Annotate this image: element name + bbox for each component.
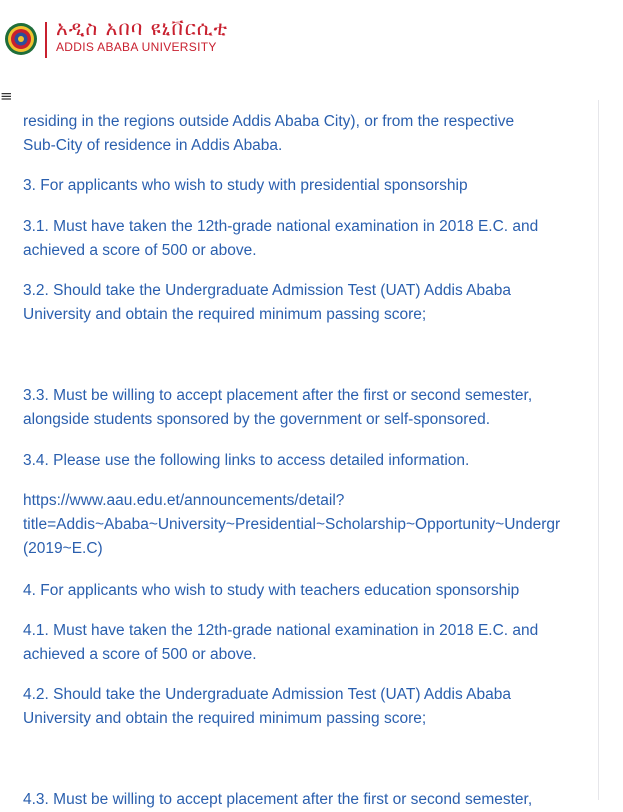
logo-divider xyxy=(45,22,47,58)
text-line: 3. For applicants who wish to study with presidential sponsorship xyxy=(23,177,468,194)
item-4-1 xyxy=(23,619,538,667)
text-line: 3.1. Must have taken the 12th-grade national examination in 2018 E.C. and xyxy=(23,218,539,235)
text-line: 4.3. Must be willing to accept placement after the first or second semester, xyxy=(23,791,533,808)
text-line: alongside students sponsored by the government or self-sponsored. xyxy=(23,411,491,428)
text-line: 4.1. Must have taken the 12th-grade national examination in 2018 E.C. and xyxy=(23,622,539,639)
item-3-3 xyxy=(23,384,532,432)
text-line: residing in the regions outside Addis Ababa City), or from the respective xyxy=(23,113,515,130)
text-line: 3.4. Please use the following links to access detailed information. xyxy=(23,452,470,469)
paragraph-residence xyxy=(23,110,514,158)
text-line: 3.2. Should take the Undergraduate Admission Test (UAT) Addis Ababa xyxy=(23,282,511,299)
item-4-3 xyxy=(23,788,532,812)
link-text-line[interactable]: title=Addis~Ababa~University~Presidential~Scholarship~Opportunity~Undergr xyxy=(23,516,561,533)
item-4-2 xyxy=(23,683,511,731)
heading-presidential-sponsorship xyxy=(23,174,468,198)
content-border xyxy=(598,100,599,800)
item-3-4 xyxy=(23,449,469,473)
scholarship-link[interactable] xyxy=(23,489,560,561)
university-seal-icon[interactable] xyxy=(4,22,38,56)
text-line: 4. For applicants who wish to study with teachers education sponsorship xyxy=(23,582,520,599)
text-line: achieved a score of 500 or above. xyxy=(23,646,257,663)
university-name-amharic[interactable]: አዲስ አበባ ዩኒቨርሲቲ xyxy=(56,16,228,40)
heading-teachers-education-sponsorship xyxy=(23,579,519,603)
link-text-line[interactable]: https://www.aau.edu.et/announcements/detail? xyxy=(23,492,345,509)
text-line: 4.2. Should take the Undergraduate Admission Test (UAT) Addis Ababa xyxy=(23,686,511,703)
text-line: 3.3. Must be willing to accept placement after the first or second semester, xyxy=(23,387,533,404)
hamburger-menu-icon[interactable]: ≡ xyxy=(0,87,13,105)
text-line: University and obtain the required minimum passing score; xyxy=(23,710,427,727)
link-text-line[interactable]: (2019~E.C) xyxy=(23,540,103,557)
text-line: Sub-City of residence in Addis Ababa. xyxy=(23,137,283,154)
text-line: achieved a score of 500 or above. xyxy=(23,242,257,259)
university-name-english[interactable]: ADDIS ABABA UNIVERSITY xyxy=(56,40,217,54)
site-header xyxy=(0,0,611,80)
item-3-2 xyxy=(23,279,511,327)
text-line: University and obtain the required minimum passing score; xyxy=(23,306,427,323)
item-3-1 xyxy=(23,215,538,263)
